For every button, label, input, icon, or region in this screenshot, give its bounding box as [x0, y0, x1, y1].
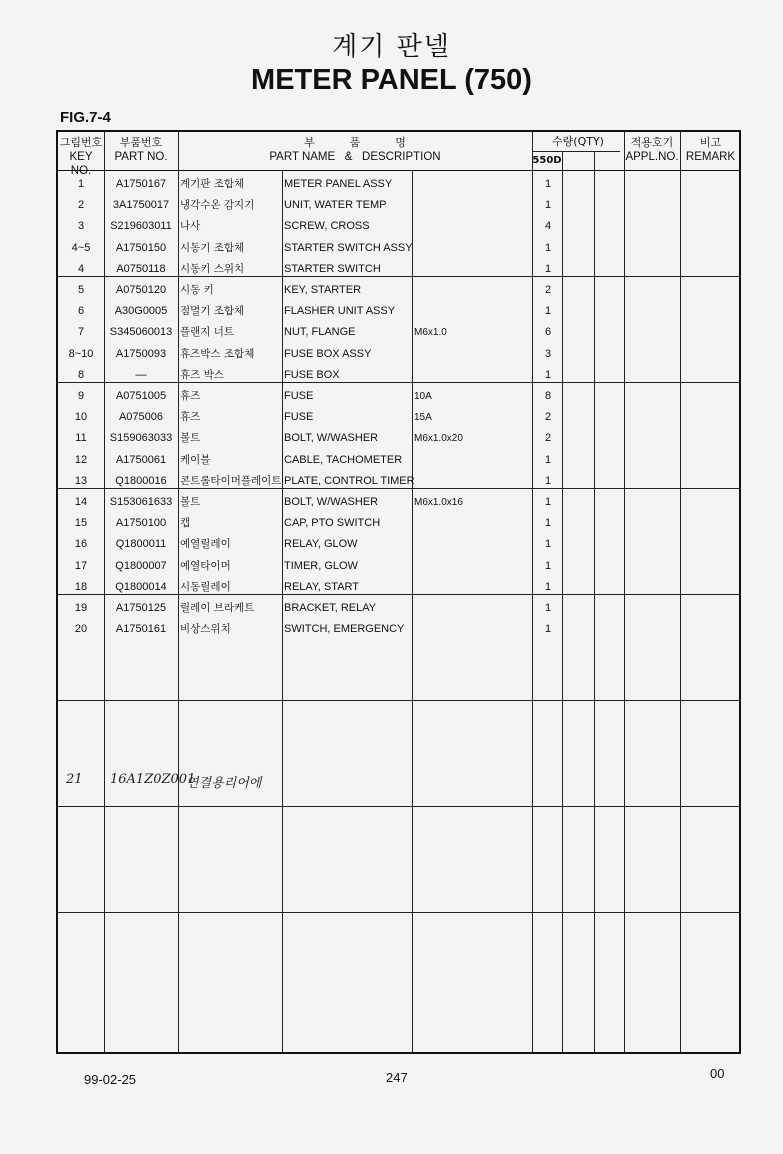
- spec-cell: 15A: [414, 412, 432, 424]
- footer-date: 99-02-25: [84, 1072, 137, 1087]
- header-part-no: 부품번호 PART NO.: [114, 136, 168, 163]
- part-name-cell: FUSE: [284, 390, 314, 402]
- header-qty-model: 550D: [532, 155, 562, 166]
- part-name-cell: FUSE BOX ASSY: [284, 347, 372, 360]
- korean-name-cell: 냉각수온 감지기: [180, 199, 255, 212]
- header-qty: 수량(QTY): [552, 135, 604, 148]
- korean-name-cell: 계기판 조합체: [180, 178, 245, 190]
- part-name-cell: FUSE BOX: [284, 368, 340, 381]
- part-no-cell: A1750061: [115, 453, 167, 466]
- qty-cell: 1: [544, 199, 552, 212]
- part-no-cell: A1750150: [115, 241, 167, 254]
- header-remark: 비고 REMARK: [685, 136, 736, 163]
- part-no-cell: A30G0005: [114, 305, 168, 318]
- korean-name-cell: 볼트: [180, 496, 201, 508]
- key-cell: 13: [74, 474, 88, 487]
- handwritten-key: 21: [66, 772, 83, 787]
- part-name-cell: RELAY, START: [284, 580, 359, 593]
- part-no-cell: A0750118: [116, 262, 166, 275]
- spec-cell: [414, 259, 474, 280]
- spec-cell: [414, 365, 474, 386]
- spec-cell: 10A: [414, 391, 432, 402]
- korean-name-cell: 볼트: [180, 432, 201, 445]
- part-name-cell: STARTER SWITCH ASSY: [284, 241, 413, 254]
- part-no-cell: A1750100: [115, 517, 167, 530]
- korean-name-cell: 휴즈 박스: [180, 368, 224, 381]
- korean-name-cell: 나사: [180, 220, 201, 233]
- qty-cell: 1: [544, 178, 552, 190]
- spec-cell: [414, 238, 474, 259]
- footer-code: 00: [710, 1066, 725, 1081]
- part-no-cell: A0750120: [115, 284, 167, 296]
- spec-cell: [414, 280, 474, 301]
- handwritten-part-no: 16A1Z0Z001: [110, 772, 196, 787]
- part-name-cell: CAP, PTO SWITCH: [284, 517, 381, 530]
- key-cell: 19: [74, 602, 88, 614]
- key-cell: 11: [75, 432, 87, 445]
- figure-label: FIG.7-4: [60, 109, 111, 126]
- part-name-cell: METER PANEL ASSY: [284, 178, 393, 190]
- qty-cell: 1: [544, 623, 552, 636]
- spec-cell: [414, 513, 474, 534]
- qty-cell: 1: [544, 262, 552, 275]
- spec-cell: [414, 619, 474, 640]
- key-cell: 2: [77, 199, 85, 212]
- spec-cell: [414, 577, 474, 598]
- part-name-cell: TIMER, GLOW: [284, 559, 358, 572]
- qty-cell: 1: [544, 602, 552, 614]
- korean-name-cell: 케이블: [180, 453, 211, 466]
- key-cell: 9: [77, 390, 85, 402]
- key-cell: 14: [74, 496, 88, 508]
- part-no-cell: A0751005: [115, 390, 167, 402]
- qty-cell: 1: [544, 305, 552, 318]
- qty-cell: 6: [544, 326, 552, 339]
- part-no-cell: S159063033: [109, 432, 173, 445]
- qty-cell: 4: [544, 220, 552, 233]
- korean-name-cell: 릴레이 브라케트: [180, 602, 255, 614]
- part-name-cell: CABLE, TACHOMETER: [284, 453, 403, 466]
- korean-name-cell: 휴즈박스 조합체: [180, 347, 255, 360]
- page-title-korean: 계기 판넬: [332, 32, 451, 62]
- qty-cell: 1: [544, 474, 552, 487]
- part-no-cell: A075006: [118, 411, 164, 424]
- page-title: METER PANEL (750): [251, 64, 532, 96]
- key-cell: 10: [74, 411, 88, 424]
- key-cell: 4: [77, 262, 85, 275]
- spec-cell: [414, 216, 474, 237]
- handwritten-description: 연결용리어에: [186, 776, 262, 791]
- part-name-cell: PLATE, CONTROL TIMER: [284, 474, 415, 487]
- spec-cell: M6x1.0x20: [414, 433, 463, 445]
- qty-cell: 1: [544, 580, 552, 593]
- part-no-cell: A1750167: [115, 178, 167, 190]
- spec-cell: [414, 534, 474, 555]
- key-cell: 16: [74, 538, 88, 551]
- spec-cell: M6x1.0x16: [414, 497, 463, 508]
- part-name-cell: SCREW, CROSS: [284, 220, 370, 233]
- page-number: 247: [386, 1070, 408, 1085]
- key-cell: 7: [77, 326, 85, 339]
- part-name-cell: BOLT, W/WASHER: [284, 496, 379, 508]
- key-cell: 17: [74, 559, 88, 572]
- qty-cell: 1: [544, 559, 552, 572]
- part-no-cell: Q1800016: [115, 474, 167, 487]
- spec-cell: [414, 598, 474, 619]
- spec-cell: [414, 174, 474, 195]
- key-cell: 15: [74, 517, 88, 530]
- spec-cell: [414, 471, 474, 492]
- part-name-cell: KEY, STARTER: [284, 284, 362, 296]
- korean-name-cell: 플랜지 너트: [180, 326, 235, 339]
- key-cell: 8: [77, 368, 85, 381]
- part-no-cell: A1750093: [115, 347, 167, 360]
- qty-cell: 1: [544, 368, 552, 381]
- korean-name-cell: 예열릴레이: [180, 538, 231, 551]
- part-name-cell: NUT, FLANGE: [284, 326, 356, 339]
- korean-name-cell: 예열타이머: [180, 559, 231, 572]
- header-key: 그림번호 KEY NO.: [59, 136, 103, 177]
- part-no-cell: —: [135, 368, 147, 381]
- qty-cell: 2: [544, 284, 552, 296]
- part-name-cell: BOLT, W/WASHER: [284, 432, 379, 445]
- qty-cell: 3: [544, 347, 552, 360]
- spec-cell: [414, 195, 474, 216]
- korean-name-cell: 콘트롤타이머플레이트: [180, 474, 282, 487]
- spec-cell: M6x1.0: [414, 327, 447, 339]
- spec-cell: [414, 450, 474, 471]
- qty-cell: 1: [544, 241, 552, 254]
- qty-cell: 1: [544, 496, 552, 508]
- part-no-cell: Q1800014: [115, 580, 167, 593]
- part-no-cell: Q1800007: [115, 559, 167, 572]
- part-no-cell: S345060013: [109, 326, 173, 339]
- korean-name-cell: 시동키 스위치: [180, 262, 245, 275]
- key-cell: 8~10: [68, 347, 94, 360]
- part-no-cell: 3A1750017: [112, 199, 170, 212]
- spec-cell: [414, 301, 474, 322]
- key-cell: 18: [74, 580, 88, 593]
- key-cell: 5: [77, 284, 85, 296]
- header-description: 부 품 명 PART NAME & DESCRIPTION: [269, 136, 441, 163]
- header-appl: 적용호기 APPL.NO.: [625, 136, 679, 163]
- part-no-cell: Q1800011: [115, 538, 167, 551]
- qty-cell: 2: [544, 411, 552, 424]
- spec-cell: [414, 556, 474, 577]
- spec-cell: [414, 344, 474, 365]
- korean-name-cell: 캡: [180, 517, 191, 530]
- korean-name-cell: 비상스위치: [180, 623, 231, 636]
- key-cell: 1: [77, 178, 85, 190]
- part-no-cell: S153061633: [109, 496, 173, 508]
- key-cell: 4~5: [71, 241, 91, 254]
- qty-cell: 8: [544, 390, 552, 402]
- qty-cell: 2: [544, 432, 552, 445]
- part-no-cell: A1750125: [115, 602, 167, 614]
- korean-name-cell: 점멸기 조합체: [180, 305, 245, 318]
- part-name-cell: BRACKET, RELAY: [284, 602, 377, 614]
- key-cell: 12: [74, 453, 88, 466]
- part-no-cell: S219603011: [110, 220, 172, 233]
- korean-name-cell: 시동 키: [180, 284, 214, 296]
- key-cell: 3: [77, 220, 85, 233]
- korean-name-cell: 휴즈: [180, 411, 201, 424]
- part-name-cell: SWITCH, EMERGENCY: [284, 623, 405, 636]
- part-name-cell: STARTER SWITCH: [284, 262, 381, 275]
- qty-cell: 1: [544, 453, 552, 466]
- parts-table: [56, 130, 741, 1054]
- part-no-cell: A1750161: [115, 623, 167, 636]
- qty-cell: 1: [544, 538, 552, 551]
- qty-cell: 1: [544, 517, 552, 530]
- korean-name-cell: 시동기 조합체: [180, 241, 245, 254]
- key-cell: 6: [77, 305, 85, 318]
- part-name-cell: FUSE: [284, 411, 314, 424]
- part-name-cell: RELAY, GLOW: [284, 538, 358, 551]
- key-cell: 20: [74, 623, 88, 636]
- korean-name-cell: 시동릴레이: [180, 580, 231, 593]
- part-name-cell: FLASHER UNIT ASSY: [284, 305, 396, 318]
- part-name-cell: UNIT, WATER TEMP: [284, 199, 387, 212]
- korean-name-cell: 휴즈: [180, 390, 201, 402]
